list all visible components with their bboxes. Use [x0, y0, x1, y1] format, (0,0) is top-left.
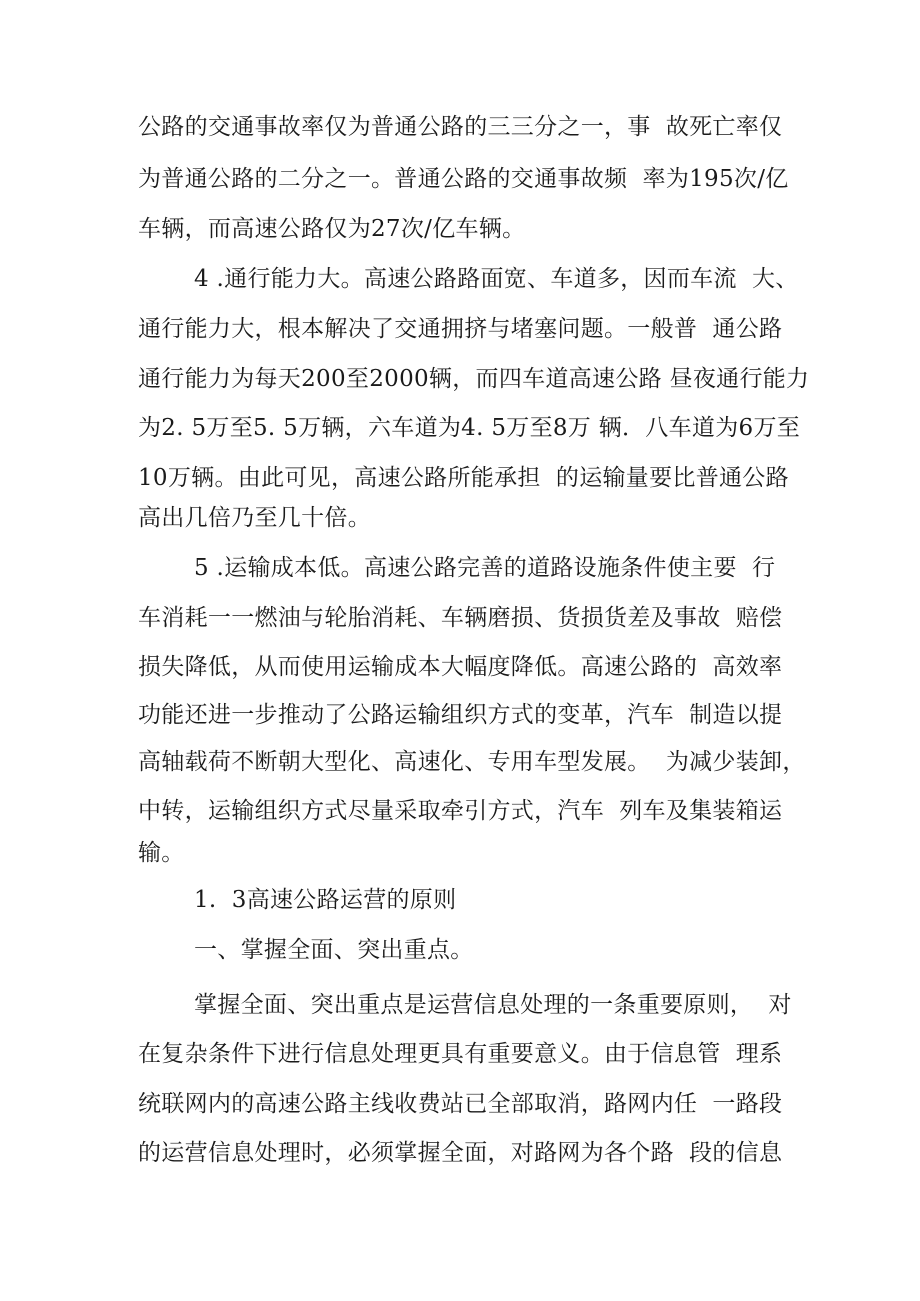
text-line: 车消耗一一燃油与轮胎消耗、车辆磨损、货损货差及事故 赔偿: [138, 605, 783, 631]
text-line: 为普通公路的二分之一。普通公路的交通事故频 率为195次/亿: [138, 166, 789, 192]
text-line: 中转，运输组织方式尽量采取牵引方式，汽车 列车及集装箱运: [138, 798, 783, 824]
text-line: 4 .通行能力大。高速公路路面宽、车道多，因而车流 大、: [194, 266, 799, 292]
text-line: 通行能力大，根本解决了交通拥挤与堵塞问题。一般普 通公路: [138, 316, 783, 342]
text-line: 掌握全面、突出重点是运营信息处理的一条重要原则， 对: [194, 992, 792, 1018]
text-line: 通行能力为每天200至2000辆，而四车道高速公路 昼夜通行能力: [138, 366, 810, 392]
text-line: 功能还进一步推动了公路运输组织方式的变革，汽车 制造以提: [138, 702, 783, 728]
text-line: 车辆，而高速公路仅为27次/亿车辆。: [138, 216, 526, 242]
text-line: 统联网内的高速公路主线收费站已全部取消，路网内任 一路段: [138, 1091, 783, 1117]
text-line: 为2. 5万至5. 5万辆，六车道为4. 5万至8万 辆．八车道为6万至: [138, 415, 801, 441]
text-line: 5 .运输成本低。高速公路完善的道路设施条件使主要 行: [194, 555, 776, 581]
text-line: 在复杂条件下进行信息处理更具有重要意义。由于信息管 理系: [138, 1041, 783, 1067]
section-heading: 1. 3高速公路运营的原则: [194, 887, 457, 913]
text-line: 损失降低，从而使用运输成本大幅度降低。高速公路的 高效率: [138, 654, 783, 680]
text-line: 10万辆。由此可见，高速公路所能承担 的运输量要比普通公路: [138, 465, 789, 491]
text-line: 的运营信息处理时，必须掌握全面，对路网为各个路 段的信息: [138, 1140, 783, 1166]
text-line: 公路的交通事故率仅为普通公路的三三分之一，事 故死亡率仅: [138, 114, 783, 140]
text-line: 输。: [138, 840, 185, 866]
text-line: 高轴载荷不断朝大型化、高速化、专用车型发展。 为减少装卸，: [138, 749, 806, 775]
subsection-heading: 一、掌握全面、突出重点。: [194, 937, 474, 963]
text-line: 高出几倍乃至几十倍。: [138, 505, 371, 531]
